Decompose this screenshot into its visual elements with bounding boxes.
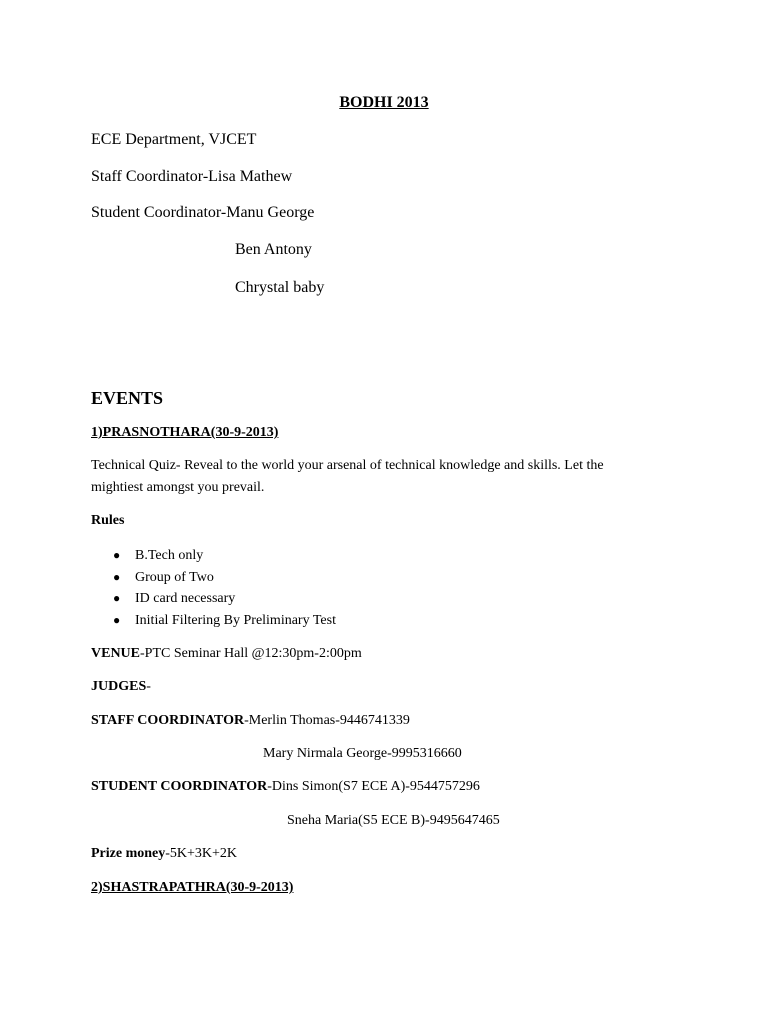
venue-line: [91, 646, 362, 662]
events-heading: EVENTS: [91, 388, 164, 408]
rule-text: Group of Two: [135, 569, 214, 585]
student-coordinator-name-3: Chrystal baby: [235, 279, 325, 296]
document-title: [0, 94, 768, 112]
rules-list: [113, 545, 336, 632]
rule-text: B.Tech only: [135, 548, 204, 563]
prize-value: -5K+3K+2K: [165, 846, 238, 861]
venue-value: -PTC Seminar Hall @12:30pm-2:00pm: [140, 646, 362, 661]
event1-description-line1: Technical Quiz- Reveal to the world your arsenal of technical knowledge and skills. Let the: [91, 458, 604, 473]
rule-text: Initial Filtering By Preliminary Test: [135, 613, 336, 629]
event2-heading: 2)SHASTRAPATHRA(30-9-2013): [91, 880, 294, 895]
staff-coordinator-row-2: Mary Nirmala George-9995316660: [263, 746, 462, 761]
rules-heading: Rules: [91, 513, 125, 528]
bullet-icon: ●: [113, 569, 121, 584]
student-coordinator-name-2: Ben Antony: [235, 241, 312, 258]
bullet-icon: ●: [113, 591, 121, 606]
title-text: BODHI 2013: [339, 94, 429, 111]
prize-line: [91, 846, 237, 862]
event1-heading: 1)PRASNOTHARA(30-9-2013): [91, 425, 279, 440]
venue-label: VENUE: [91, 646, 141, 661]
student-coordinator-row-2: Sneha Maria(S5 ECE B)-9495647465: [287, 813, 500, 828]
department-line: ECE Department, VJCET: [91, 131, 257, 148]
prize-label: Prize money: [91, 846, 166, 861]
bullet-icon: ●: [113, 613, 121, 628]
staff-coordinator-label: STAFF COORDINATOR: [91, 713, 245, 728]
student-coordinator-line: Student Coordinator-Manu George: [91, 204, 315, 221]
student-coordinator-row: [91, 779, 480, 795]
staff-coordinator-row: [91, 713, 410, 729]
judges-line: [91, 679, 151, 695]
judges-label: JUDGES: [91, 679, 147, 694]
rule-text: ID card necessary: [135, 591, 236, 607]
bullet-icon: ●: [113, 548, 121, 562]
list-item: [113, 588, 336, 610]
judges-value: -: [146, 679, 151, 694]
staff-coordinator-value: -Merlin Thomas-9446741339: [244, 713, 410, 728]
list-item: [113, 610, 336, 632]
list-item: [113, 567, 336, 589]
staff-coordinator-line: Staff Coordinator-Lisa Mathew: [91, 168, 293, 185]
student-coordinator-value: -Dins Simon(S7 ECE A)-9544757296: [267, 779, 480, 794]
event1-description-line2: mightiest amongst you prevail.: [91, 480, 265, 495]
student-coordinator-label: STUDENT COORDINATOR: [91, 779, 268, 794]
list-item: [113, 545, 336, 567]
